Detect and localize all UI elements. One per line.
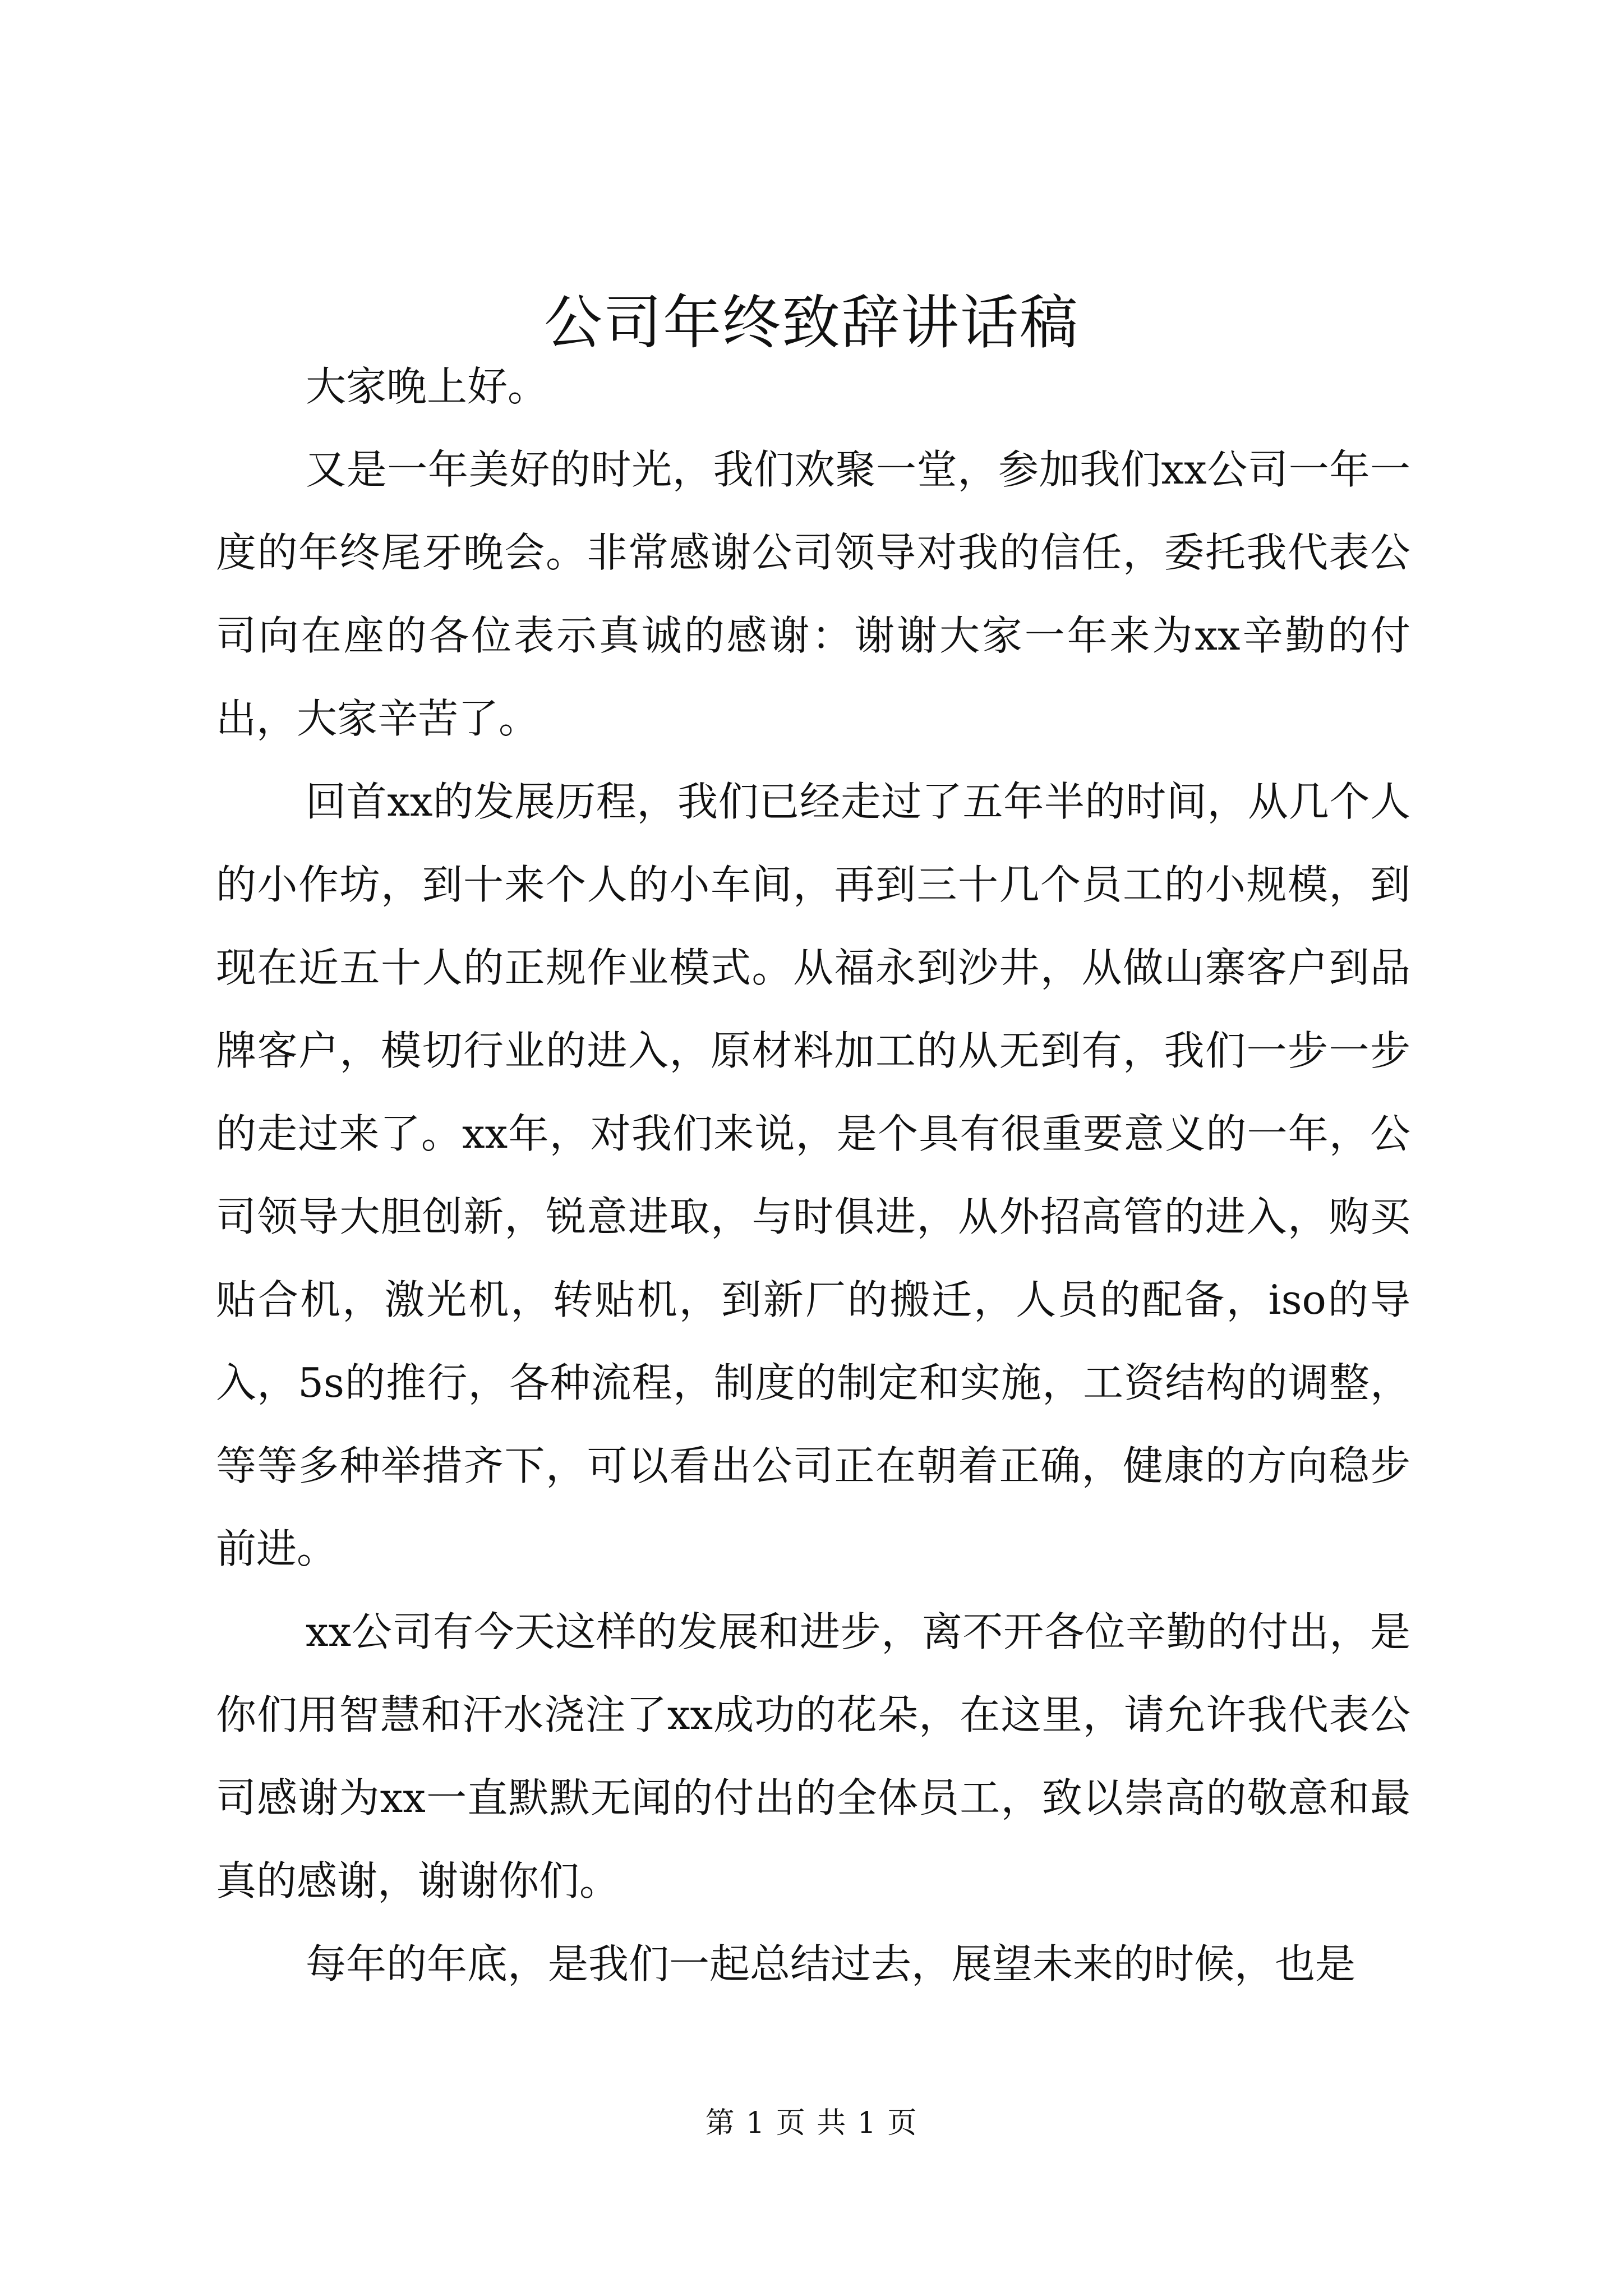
document-body — [216, 345, 1410, 2005]
paragraph-thanks: xx公司有今天这样的发展和进步，离不开各位辛勤的付出，是你们用智慧和汗水浇注了xx成功的花朵，在这里，请允许我代表公司感谢为xx一直默默无闻的付出的全体员工，致以崇高的敬意和最真的感谢，谢谢你们。 — [216, 1608, 1410, 1904]
document-title: 公司年终致辞讲话稿 — [543, 288, 1079, 357]
paragraph-opening: 又是一年美好的时光，我们欢聚一堂，参加我们xx公司一年一度的年终尾牙晚会。非常感谢公司领导对我的信任，委托我代表公司向在座的各位表示真诚的感谢：谢谢大家一年来为xx辛勤的付出，大家辛苦了。 — [216, 446, 1410, 742]
paragraph-year-end: 每年的年底，是我们一起总结过去，展望未来的时候，也是 — [306, 1940, 1356, 1987]
page-number-footer: 第 1 页 共 1 页 — [705, 2106, 918, 2140]
paragraph-greeting: 大家晚上好。 — [306, 363, 548, 410]
paragraph-history: 回首xx的发展历程，我们已经走过了五年半的时间，从几个人的小作坊，到十来个人的小车间，再到三十几个员工的小规模，到现在近五十人的正规作业模式。从福永到沙井，从做山寨客户到品牌客户，模切行业的进入，原材料加工的从无到有，我们一步一步的走过来了。xx年，对我们来说，是个具有很重要意义的一年，公司领导大胆创新，锐意进取，与时俱进，从外招高管的进入，购买贴合机，激光机，转贴机，到新厂的搬迁，人员的配备，iso的导入，5s的推行，各种流程，制度的制定和实施，工资结构的调整，等等多种举措齐下，可以看出公司正在朝着正确，健康的方向稳步前进。 — [216, 778, 1410, 1572]
